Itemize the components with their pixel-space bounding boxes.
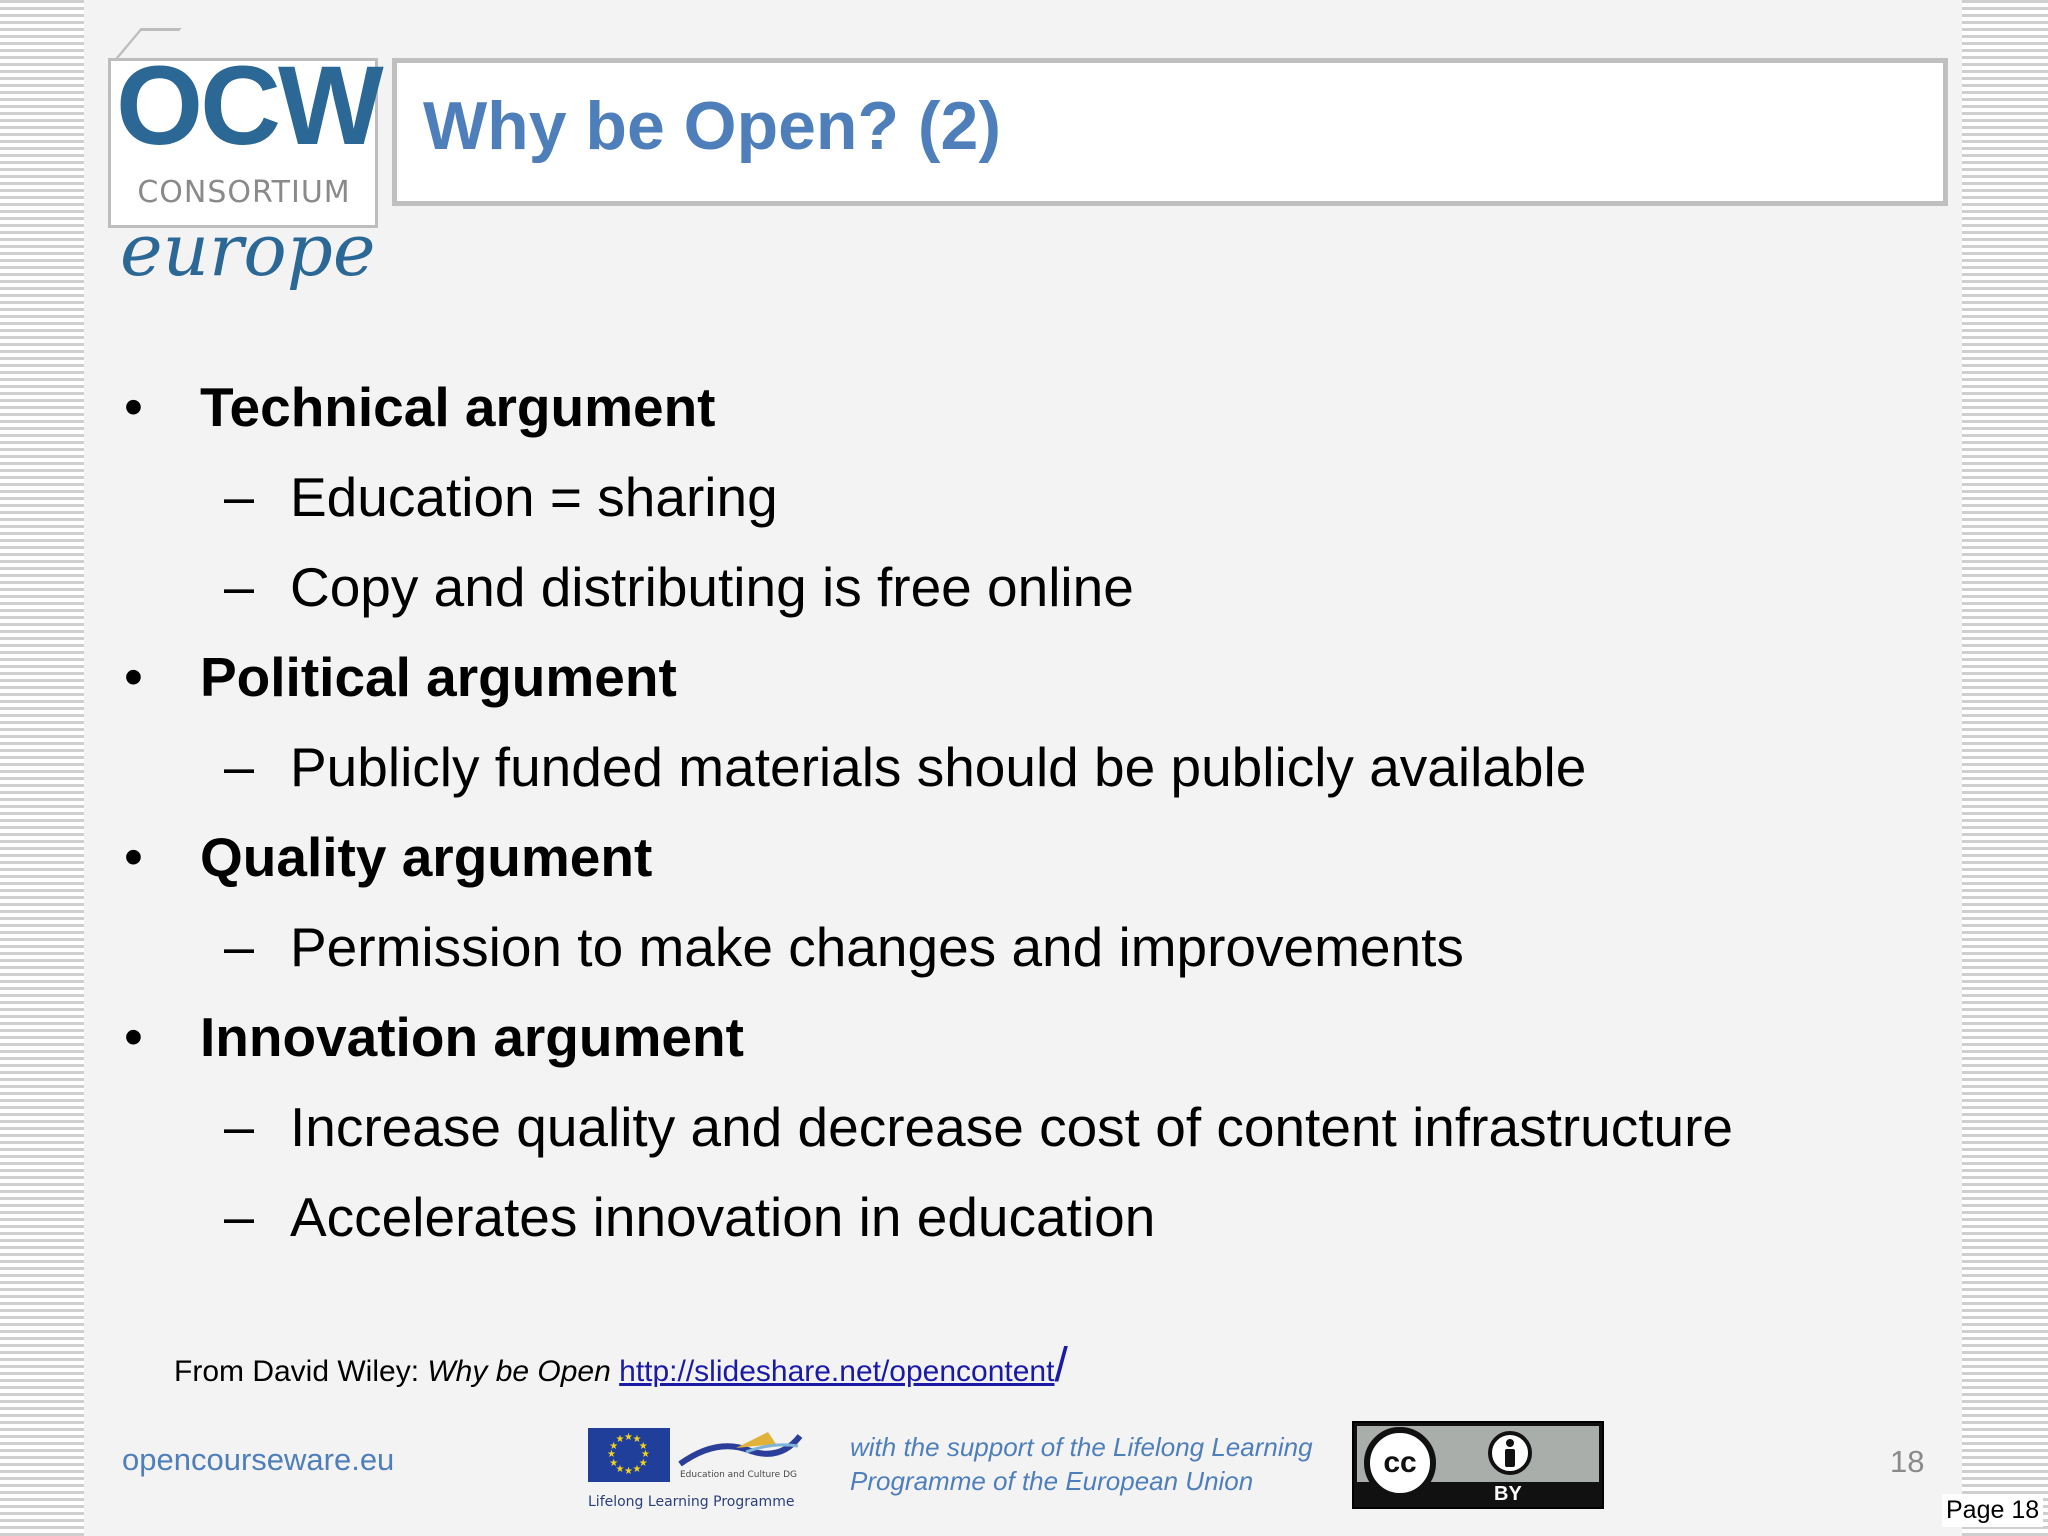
- attribution-person-icon: [1488, 1431, 1532, 1475]
- bullet-list: [120, 372, 1880, 1272]
- cc-icon: cc: [1364, 1427, 1436, 1499]
- eu-dg-label: Education and Culture DG: [680, 1470, 797, 1480]
- slide-number: 18: [1890, 1444, 1925, 1479]
- citation: [174, 1338, 1068, 1393]
- cc-by-label: BY: [1494, 1483, 1522, 1505]
- support-line-1: with the support of the Lifelong Learning: [850, 1432, 1313, 1462]
- left-stripe-border: [0, 0, 84, 1536]
- eu-flag-icon: [588, 1428, 670, 1482]
- bullet-text: Publicly funded materials should be publicly available: [290, 736, 1587, 798]
- eu-star-icon: ★: [609, 1457, 619, 1469]
- dash-marker-icon: –: [224, 737, 255, 797]
- slide-title: Why be Open? (2): [423, 88, 1001, 164]
- bullet-item: [120, 1002, 1880, 1092]
- bullet-dot-icon: •: [124, 1007, 143, 1067]
- logo-europe-text: europe: [120, 208, 376, 292]
- bullet-text: Political argument: [200, 646, 677, 708]
- dash-marker-icon: –: [224, 1187, 255, 1247]
- citation-link-slash[interactable]: /: [1054, 1339, 1068, 1392]
- eu-star-icon: ★: [609, 1440, 619, 1452]
- citation-prefix: From David Wiley:: [174, 1355, 428, 1388]
- bullet-item: [120, 642, 1880, 732]
- bullet-text: Increase quality and decrease cost of content infrastructure: [290, 1096, 1734, 1158]
- eu-star-icon: ★: [641, 1449, 650, 1460]
- eu-star-icon: ★: [624, 1432, 633, 1443]
- dash-marker-icon: –: [224, 557, 255, 617]
- logo-consortium-text: CONSORTIUM: [137, 175, 351, 210]
- eu-star-icon: ★: [615, 1463, 625, 1475]
- dash-marker-icon: –: [224, 1097, 255, 1157]
- bullet-dot-icon: •: [124, 647, 143, 707]
- sub-bullet-item: [120, 912, 1880, 1002]
- eu-star-icon: ★: [638, 1440, 648, 1452]
- dash-marker-icon: –: [224, 917, 255, 977]
- footer-site-name: opencourseware.eu: [122, 1442, 395, 1477]
- dash-marker-icon: –: [224, 467, 255, 527]
- bullet-text: Accelerates innovation in education: [290, 1186, 1156, 1248]
- bullet-dot-icon: •: [124, 827, 143, 887]
- bullet-dot-icon: •: [124, 377, 143, 437]
- eu-star-icon: ★: [638, 1457, 648, 1469]
- citation-link[interactable]: http://slideshare.net/opencontent: [619, 1355, 1055, 1388]
- sub-bullet-item: [120, 1092, 1880, 1182]
- eu-star-icon: ★: [632, 1463, 642, 1475]
- bullet-item: [120, 372, 1880, 462]
- bullet-text: Technical argument: [200, 376, 716, 438]
- education-culture-swoosh-icon: [676, 1428, 804, 1476]
- right-stripe-border: [1962, 0, 2048, 1536]
- eu-star-icon: ★: [607, 1449, 616, 1460]
- person-head: [1506, 1439, 1514, 1447]
- creative-commons-badge: [1352, 1421, 1604, 1509]
- page-label: Page 18: [1942, 1494, 2043, 1527]
- sub-bullet-item: [120, 1182, 1880, 1272]
- slide-title-box: [392, 58, 1948, 206]
- sub-bullet-item: [120, 462, 1880, 552]
- bullet-text: Quality argument: [200, 826, 653, 888]
- person-body: [1505, 1449, 1515, 1467]
- logo-ocw-text: OCW: [116, 43, 381, 168]
- ocw-consortium-europe-logo: [104, 28, 389, 328]
- support-line-2: Programme of the European Union: [850, 1466, 1254, 1496]
- citation-title: Why be Open: [427, 1355, 611, 1388]
- sub-bullet-item: [120, 732, 1880, 822]
- bullet-text: Education = sharing: [290, 466, 778, 528]
- eu-star-icon: ★: [632, 1434, 642, 1446]
- eu-star-icon: ★: [624, 1466, 633, 1477]
- bullet-item: [120, 822, 1880, 912]
- sub-bullet-item: [120, 552, 1880, 642]
- support-statement: [850, 1430, 1313, 1498]
- bullet-text: Innovation argument: [200, 1006, 744, 1068]
- eu-star-icon: ★: [615, 1434, 625, 1446]
- bullet-text: Copy and distributing is free online: [290, 556, 1134, 618]
- eu-programme-label: Lifelong Learning Programme: [588, 1494, 795, 1510]
- bullet-text: Permission to make changes and improvements: [290, 916, 1464, 978]
- eu-programme-logos: [584, 1424, 834, 1514]
